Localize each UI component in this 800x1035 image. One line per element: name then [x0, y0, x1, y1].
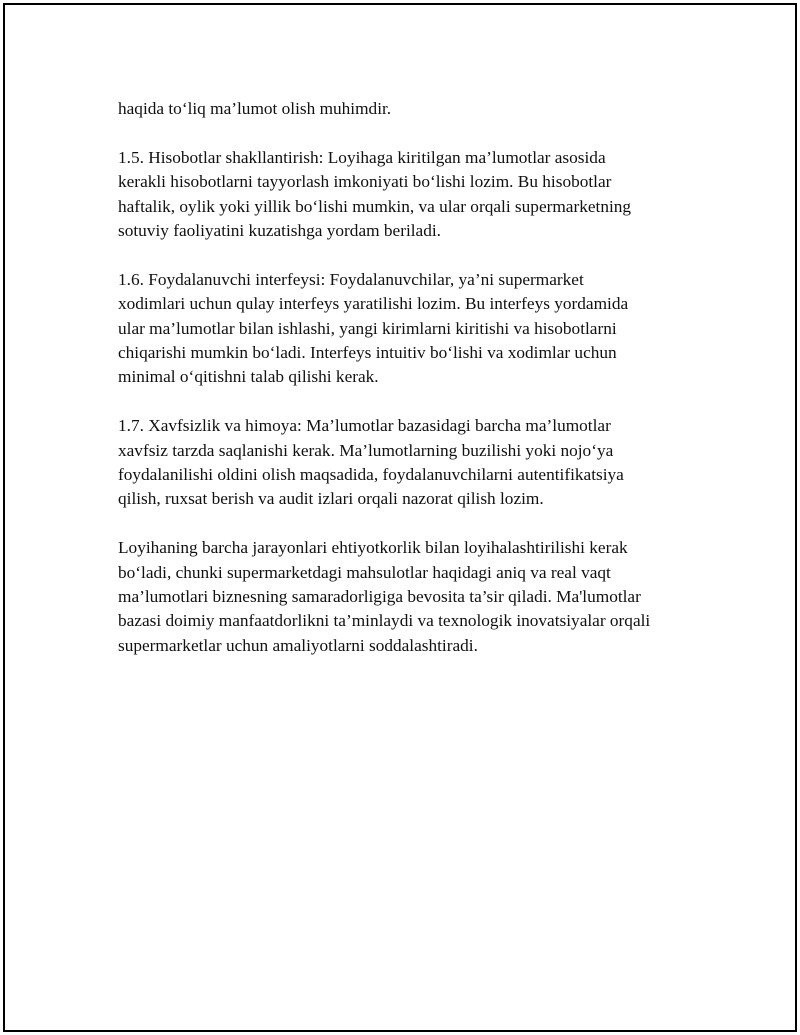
text-line: 1.5. Hisobotlar shakllantirish: Loyihaga kiritilgan ma’lumotlar asosida — [118, 147, 606, 167]
text-line: haftalik, oylik yoki yillik bo‘lishi mumkin, va ular orqali supermarketning — [118, 196, 632, 216]
paragraph-intro-tail — [118, 97, 708, 121]
text-line: Loyihaning barcha jarayonlari ehtiyotkorlik bilan loyihalashtirilishi kerak — [118, 538, 628, 558]
paragraph-reports — [118, 146, 708, 244]
text-line: foydalanilishi oldini olish maqsadida, foydalanuvchilarni autentifikatsiya — [118, 465, 624, 485]
text-line: supermarketlar uchun amaliyotlarni soddalashtiradi. — [118, 635, 478, 655]
paragraph-conclusion — [118, 536, 708, 658]
text-line: haqida to‘liq ma’lumot olish muhimdir. — [118, 99, 392, 118]
text-line: 1.6. Foydalanuvchi interfeysi: Foydalanuvchilar, ya’ni supermarket — [118, 269, 584, 289]
text-line: minimal o‘qitishni talab qilishi kerak. — [118, 367, 379, 387]
document-body — [118, 97, 708, 683]
text-line: chiqarishi mumkin bo‘ladi. Interfeys intuitiv bo‘lishi va xodimlar uchun — [118, 343, 617, 363]
paragraph-security — [118, 414, 708, 512]
text-line: ma’lumotlari biznesning samaradorligiga bevosita ta’sir qiladi. Ma'lumotlar — [118, 587, 641, 607]
text-line: bo‘ladi, chunki supermarketdagi mahsulotlar haqidagi aniq va real vaqt — [118, 562, 611, 582]
text-line: 1.7. Xavfsizlik va himoya: Ma’lumotlar bazasidagi barcha ma’lumotlar — [118, 416, 611, 436]
text-line: xodimlari uchun qulay interfeys yaratilishi lozim. Bu interfeys yordamida — [118, 294, 629, 314]
paragraph-user-interface — [118, 268, 708, 390]
text-line: bazasi doimiy manfaatdorlikni ta’minlaydi va texnologik inovatsiyalar orqali — [118, 611, 651, 631]
document-page — [3, 3, 797, 1032]
text-line: ular ma’lumotlar bilan ishlashi, yangi kirimlarni kiritishi va hisobotlarni — [118, 318, 617, 338]
text-line: kerakli hisobotlarni tayyorlash imkoniyati bo‘lishi lozim. Bu hisobotlar — [118, 172, 612, 192]
text-line: xavfsiz tarzda saqlanishi kerak. Ma’lumotlarning buzilishi yoki nojo‘ya — [118, 440, 614, 460]
text-line: sotuviy faoliyatini kuzatishga yordam beriladi. — [118, 221, 441, 241]
text-line: qilish, ruxsat berish va audit izlari orqali nazorat qilish lozim. — [118, 489, 544, 509]
